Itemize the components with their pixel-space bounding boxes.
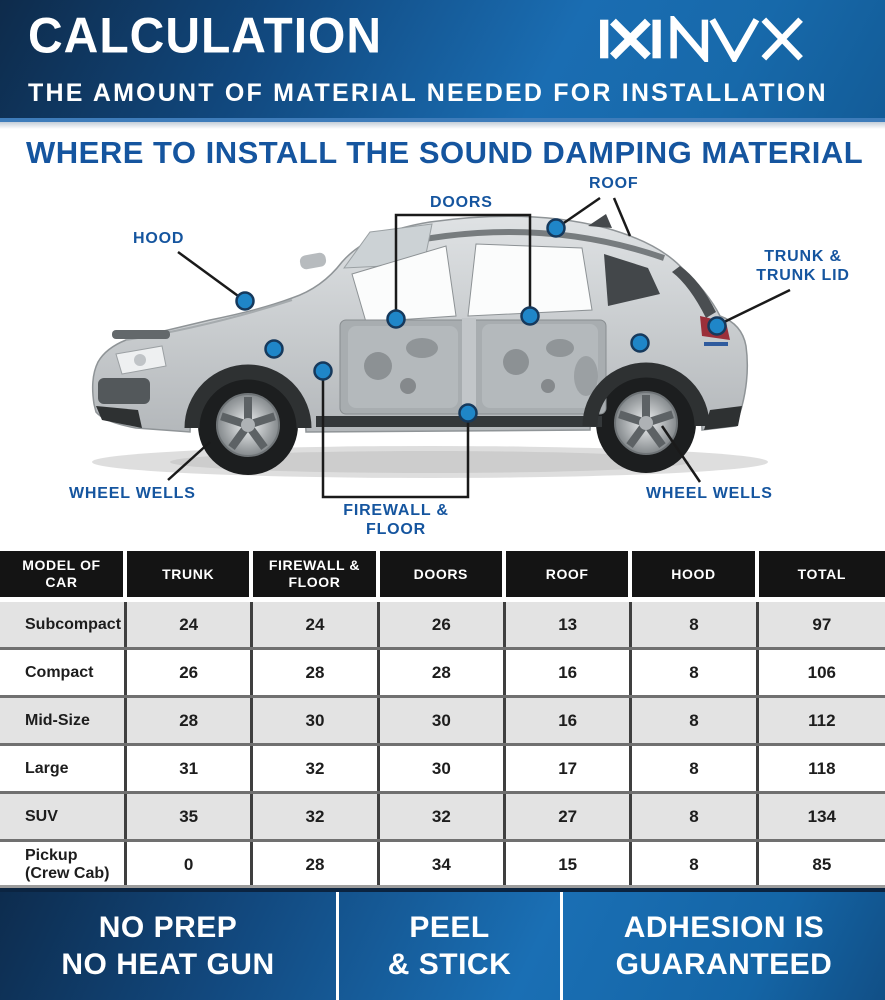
callout-dot-rear-door <box>522 308 539 325</box>
callout-dot-roof <box>548 220 565 237</box>
table-row: Compact 26 28 28 16 8 106 <box>0 647 885 695</box>
material-amount-table <box>0 551 885 887</box>
install-location-diagram <box>0 170 885 548</box>
callout-dot-trunk <box>709 318 726 335</box>
label-wheel-wells-left: WHEEL WELLS <box>69 485 196 502</box>
callout-dot-front-wheel-well <box>266 341 283 358</box>
table-row: Pickup (Crew Cab) 0 28 34 15 8 85 <box>0 839 885 887</box>
callout-dot-floor <box>460 405 477 422</box>
column-header-roof: ROOF <box>506 551 632 597</box>
label-wheel-wells-right: WHEEL WELLS <box>646 485 773 502</box>
callout-dot-firewall <box>315 363 332 380</box>
nvx-logo-icon <box>591 16 863 62</box>
column-header-model: MODEL OF CAR <box>0 551 127 597</box>
page-title: CALCULATION <box>28 9 383 65</box>
label-firewall-floor: FIREWALL & FLOOR <box>343 502 449 538</box>
label-trunk: TRUNK & TRUNK LID <box>756 248 850 284</box>
callout-dot-rear-wheel-well <box>632 335 649 352</box>
column-header-firewall: FIREWALL & FLOOR <box>253 551 379 597</box>
table-body <box>0 597 885 887</box>
footer-item-no-prep: NO PREP NO HEAT GUN <box>61 910 275 981</box>
table-row: Large 31 32 30 17 8 118 <box>0 743 885 791</box>
label-roof: ROOF <box>589 175 639 192</box>
column-header-hood: HOOD <box>632 551 758 597</box>
footer-item-adhesion: ADHESION IS GUARANTEED <box>560 892 885 1000</box>
column-header-total: TOTAL <box>759 551 885 597</box>
table-header-row <box>0 551 885 597</box>
label-hood: HOOD <box>133 230 185 247</box>
column-header-trunk: TRUNK <box>127 551 253 597</box>
callout-dot-front-door <box>388 311 405 328</box>
table-row: SUV 35 32 32 27 8 134 <box>0 791 885 839</box>
header-drop-shadow <box>0 122 885 129</box>
section-title: WHERE TO INSTALL THE SOUND DAMPING MATERIAL <box>26 135 864 170</box>
label-doors: DOORS <box>430 194 493 211</box>
table-row: Subcompact 24 24 26 13 8 97 <box>0 597 885 647</box>
footer-banner <box>0 888 885 1000</box>
header-banner <box>0 0 885 118</box>
column-header-doors: DOORS <box>380 551 506 597</box>
footer-item-peel-stick: PEEL & STICK <box>336 892 560 1000</box>
header-subtitle: THE AMOUNT OF MATERIAL NEEDED FOR INSTALLATION <box>28 79 828 107</box>
table-row: Mid-Size 28 30 30 16 8 112 <box>0 695 885 743</box>
callout-dot-hood <box>237 293 254 310</box>
